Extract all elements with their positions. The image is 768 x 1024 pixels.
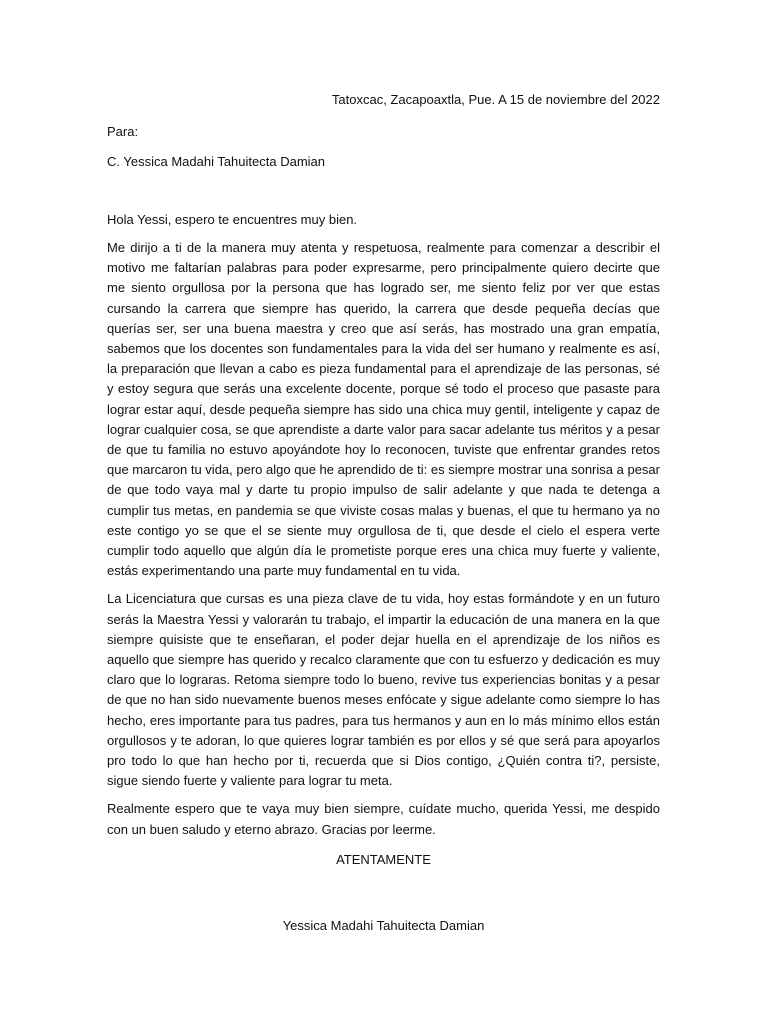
paragraph-2: La Licenciatura que cursas es una pieza clave de tu vida, hoy estas formándote y en un futuro serás la Maestra Yessi y valorarán tu trabajo, el impartir la educación de una manera en la que siempre quisiste que te enseñaran, el poder dejar huella en el aprendizaje de los niños es aquello que siempre has querido y recalco claramente que con tu esfuerzo y dedicación es muy claro que lo lograras. Retoma siempre todo lo bueno, revive tus experiencias bonitas y a pesar de que no han sido nuevamente buenos meses enfócate y sigue adelante como siempre lo has hecho, eres importante para tus padres, para tus hermanos y aun en lo más mínimo ellos están orgullosos y te adoran, lo que quieres lograr también es por ellos y sé que será para apoyarlos pro todo lo que han hecho por ti, recuerda que si Dios contigo, ¿Quién contra ti?, persiste, sigue siendo fuerte y valiente para lograr tu meta. — [107, 591, 660, 789]
paragraph-1: Me dirijo a ti de la manera muy atenta y respetuosa, realmente para comenzar a describir el motivo me faltarían palabras para poder expresarme, pero principalmente quiero decirte que me siento orgullosa por la persona que has logrado ser, me siento feliz por ver que estas cursando la carrera que siempre has querido, la carrera que desde pequeña decías que querías ser, ser una buena maestra y creo que así serás, has mostrado una gran empatía, sabemos que los docentes son fundamentales para la vida del ser humano y realmente es así, la preparación que llevan a cabo es pieza fundamental para el aprendizaje de las personas, sé y estoy segura que serás una excelente docente, porque sé todo el proceso que pasaste para lograr estar aquí, desde pequeña siempre has sido una chica muy gentil, inteligente y capaz de lograr cualquier cosa, se que aprendiste a darte valor para sacar adelante tus méritos y a pesar de que tu familia no estuvo apoyándote hoy lo reconocen, tuviste que enfrentar grandes retos que marcaron tu vida, pero algo que he aprendido de ti: es siempre mostrar una sonrisa a pesar de que todo vaya mal y darte tu propio impulso de salir adelante y que nada te detenga a cumplir tus metas, en pandemia se que viviste cosas malas y buenas, el que tu hermano ya no este contigo yo se que el se siente muy orgullosa de ti, que desde el cielo el espera verte cumplir todo aquello que algún día le prometiste porque eres una chica muy fuerte y valiente, estás experimentando una parte muy fundamental en tu vida. — [107, 240, 660, 579]
paragraph-3: Realmente espero que te vaya muy bien siempre, cuídate mucho, querida Yessi, me despido con un buen saludo y eterno abrazo. Gracias por leerme. — [107, 801, 660, 837]
letter-body — [107, 90, 660, 936]
to-label: Para: — [107, 124, 139, 139]
place-date: Tatoxcac, Zacapoaxtla, Pue. A 15 de noviembre del 2022 — [331, 92, 660, 107]
signature-name: Yessica Madahi Tahuitecta Damian — [282, 917, 485, 933]
closing: ATENTAMENTE — [336, 851, 431, 867]
greeting: Hola Yessi, espero te encuentres muy bien. — [107, 212, 358, 227]
recipient-name: C. Yessica Madahi Tahuitecta Damian — [107, 154, 325, 169]
